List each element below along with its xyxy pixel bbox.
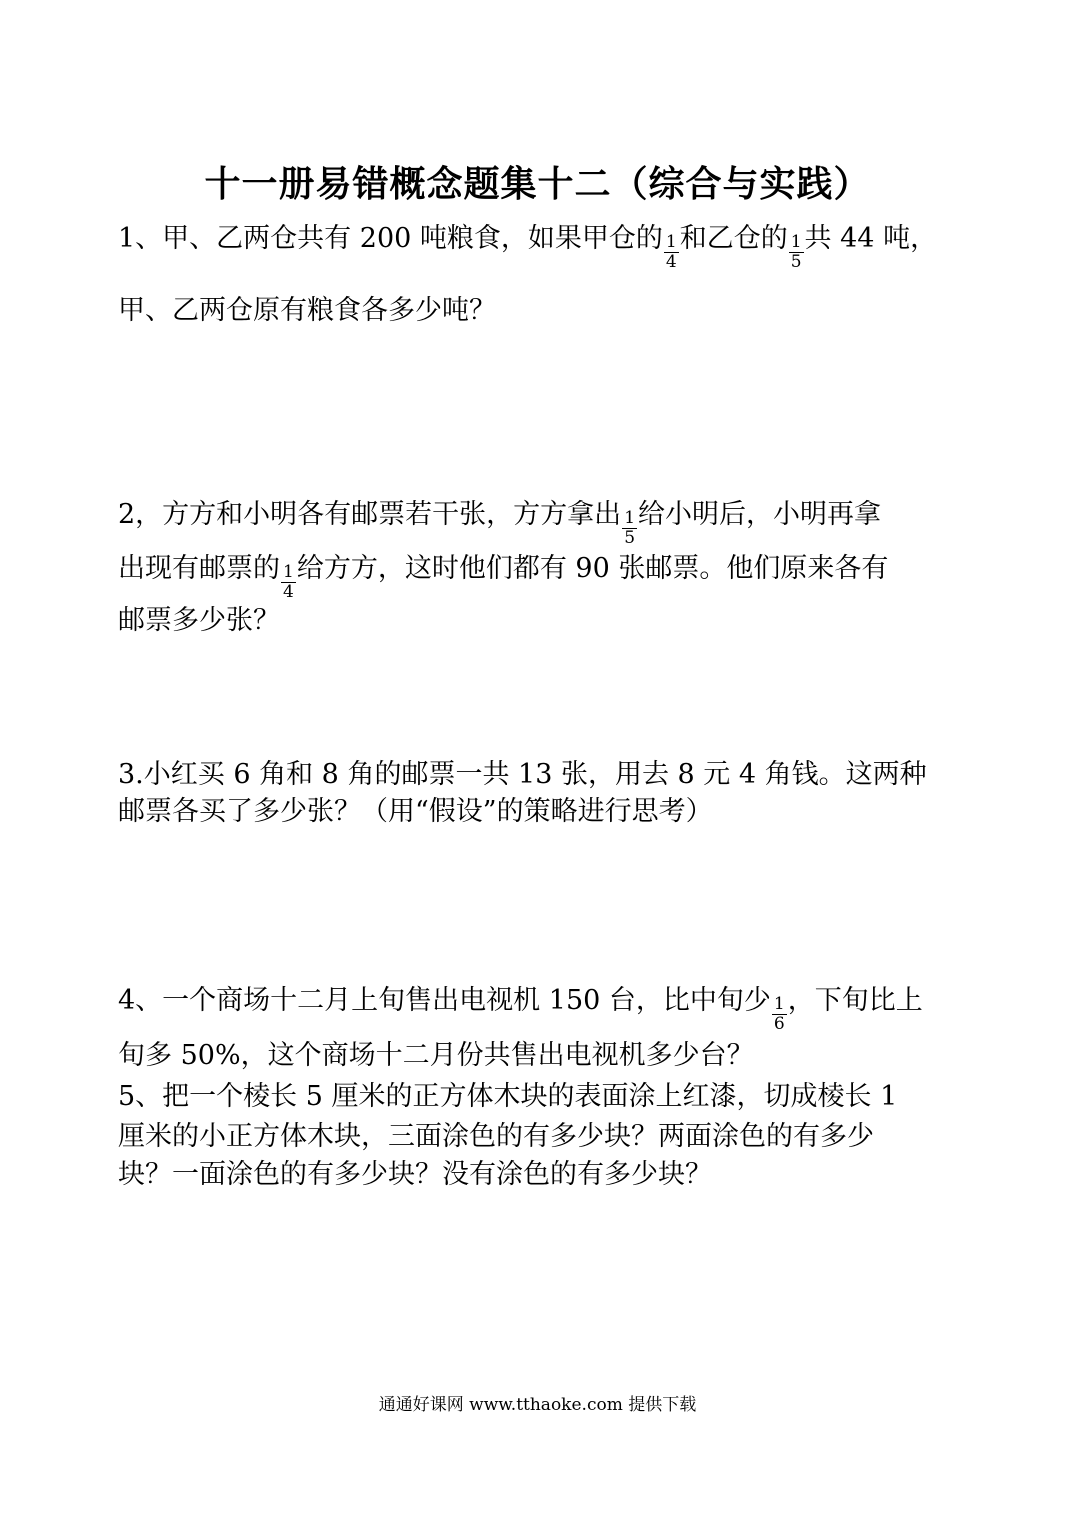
q5-line-3: 块？一面涂色的有多少块？没有涂色的有多少块？ [118, 1159, 712, 1190]
q1-text-c: 共 44 吨， [804, 223, 938, 254]
q2-fraction-2-numerator: 1 [283, 562, 294, 582]
q2-text-c: 出现有邮票的 [118, 553, 280, 584]
q4-text-a: 4、一个商场十二月上旬售出电视机 150 台，比中旬少 [118, 985, 771, 1016]
q3-line-2: 邮票各买了多少张？（用“假设”的策略进行思考） [118, 796, 713, 827]
q2-line-3: 邮票多少张？ [118, 605, 280, 636]
q1-fraction-1-numerator: 1 [665, 232, 677, 252]
q4-line-1 [118, 986, 923, 1034]
q2-text-a: 2，方方和小明各有邮票若干张，方方拿出 [118, 499, 622, 530]
q1-fraction-2 [789, 233, 804, 272]
q4-fraction-1 [772, 995, 787, 1034]
q1-fraction-1-denominator: 4 [665, 252, 677, 272]
q4-line-2: 旬多 50%，这个商场十二月份共售出电视机多少台？ [118, 1040, 754, 1071]
q2-fraction-1-denominator: 5 [624, 528, 636, 548]
q1-text-a: 1、甲、乙两仓共有 200 吨粮食，如果甲仓的 [118, 223, 663, 254]
q2-fraction-1 [622, 509, 637, 548]
q2-fraction-2 [281, 563, 296, 602]
q2-line-1 [118, 500, 881, 548]
footer-source: 通通好课网 www.tthaoke.com 提供下载 [378, 1395, 697, 1415]
q1-fraction-2-denominator: 5 [790, 252, 802, 272]
page-title: 十一册易错概念题集十二（综合与实践） [204, 163, 871, 205]
q2-fraction-2-denominator: 4 [283, 582, 294, 602]
q3-line-1: 3.小红买 6 角和 8 角的邮票一共 13 张，用去 8 元 4 角钱。这两种 [118, 759, 927, 790]
q1-fraction-2-numerator: 1 [790, 232, 802, 252]
q2-text-b: 给小明后，小明再拿 [638, 499, 882, 530]
q1-line-1 [118, 224, 937, 272]
q1-fraction-1 [664, 233, 679, 272]
q4-fraction-1-denominator: 6 [773, 1014, 785, 1034]
q2-fraction-1-numerator: 1 [624, 508, 636, 528]
q5-line-1: 5、把一个棱长 5 厘米的正方体木块的表面涂上红漆，切成棱长 1 [118, 1081, 898, 1112]
q4-text-b: ，下旬比上 [787, 985, 923, 1016]
q1-line-2: 甲、乙两仓原有粮食各多少吨？ [118, 295, 496, 326]
q2-line-2 [118, 554, 888, 602]
q2-text-d: 给方方，这时他们都有 90 张邮票。他们原来各有 [296, 553, 889, 584]
q1-text-b: 和乙仓的 [679, 223, 788, 254]
q5-line-2: 厘米的小正方体木块，三面涂色的有多少块？两面涂色的有多少 [118, 1121, 874, 1152]
q4-fraction-1-numerator: 1 [773, 994, 785, 1014]
